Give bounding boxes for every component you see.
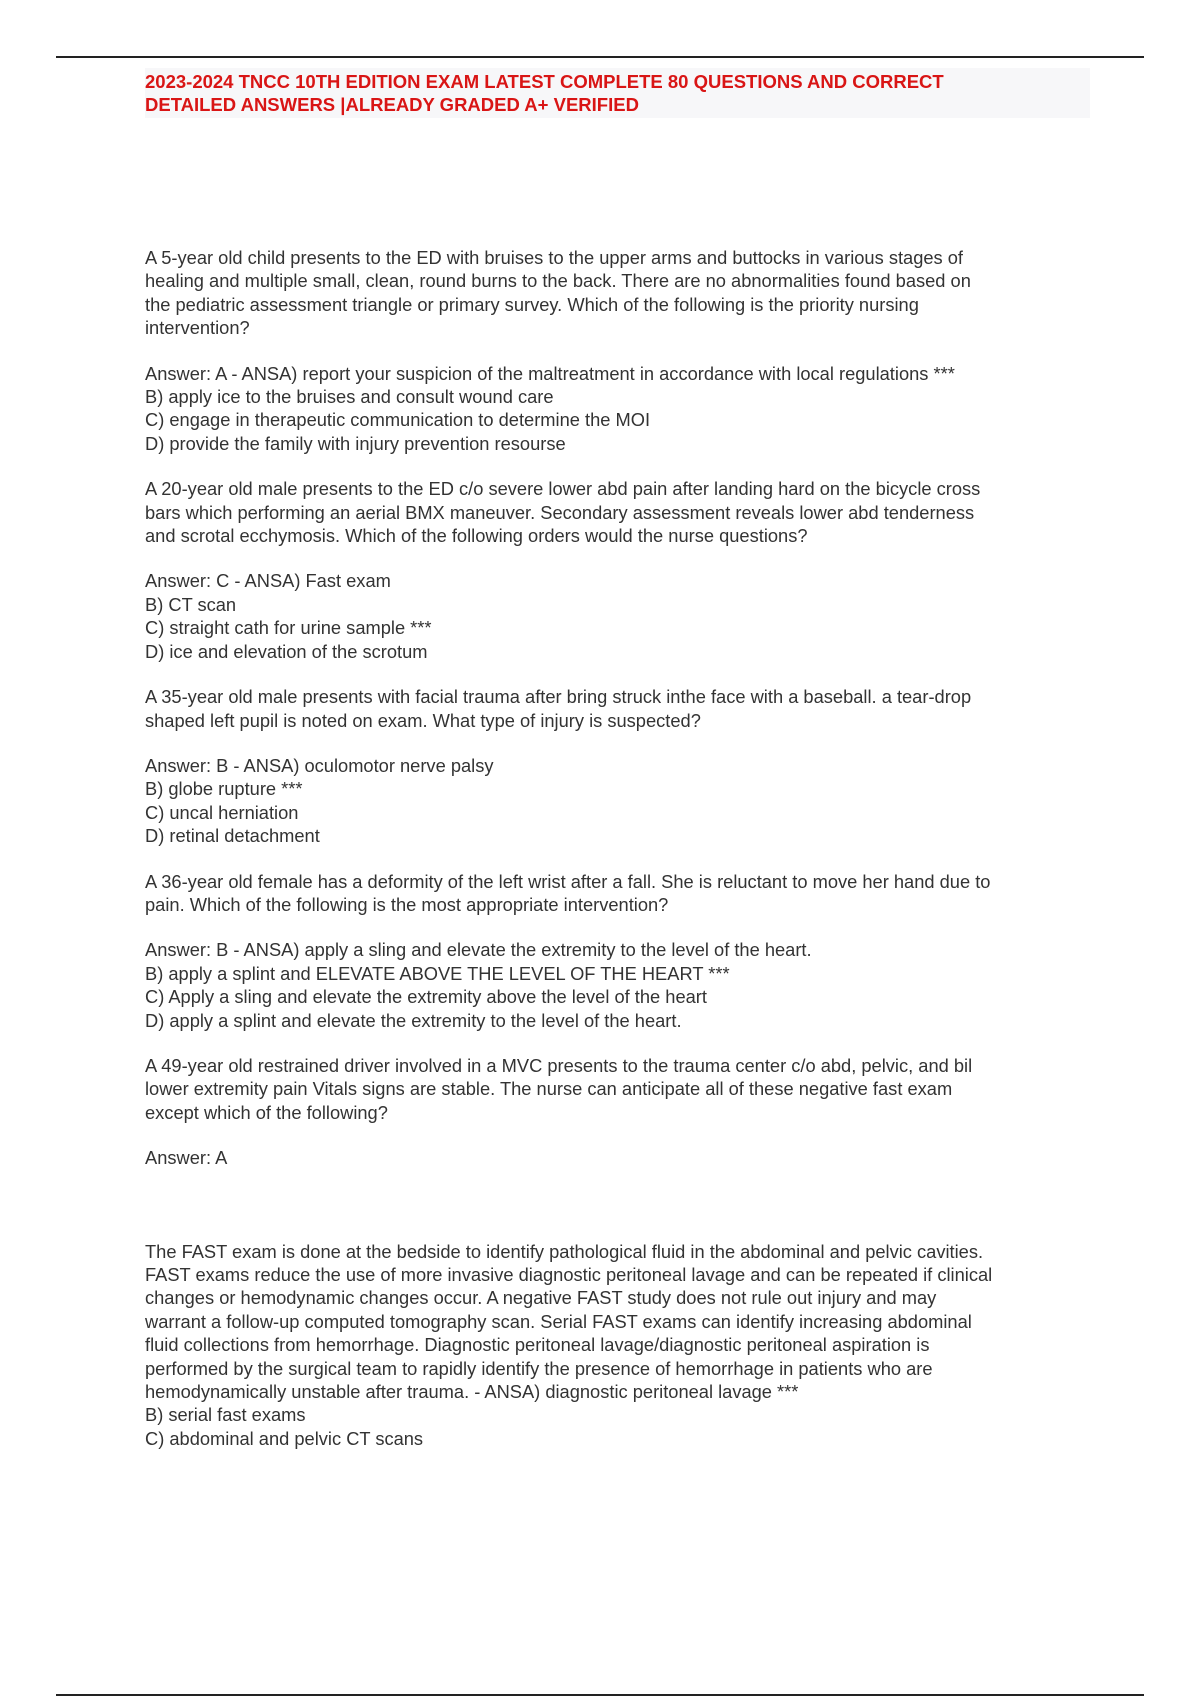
question-2: [145, 477, 1090, 547]
explanation-line: C) abdominal and pelvic CT scans: [145, 1427, 424, 1449]
question-line: and scrotal ecchymosis. Which of the following orders would the nurse questions?: [145, 525, 808, 547]
explanation-line: hemodynamically unstable after trauma. - ANSA) diagnostic peritoneal lavage ***: [145, 1381, 799, 1403]
question-line: A 49-year old restrained driver involved in a MVC presents to the trauma center c/o abd, pelvic, and bil: [145, 1054, 973, 1076]
question-line: shaped left pupil is noted on exam. What type of injury is suspected?: [145, 709, 701, 731]
bottom-rule: [56, 1694, 1144, 1696]
explanation-line: FAST exams reduce the use of more invasive diagnostic peritoneal lavage and can be repeated if clinical: [145, 1264, 993, 1285]
answer-line: D) ice and elevation of the scrotum: [145, 640, 428, 662]
question-line: except which of the following?: [145, 1101, 388, 1123]
question-line: A 20-year old male presents to the ED c/o severe lower abd pain after landing hard on the bicycle cross: [145, 478, 981, 500]
question-line: A 5-year old child presents to the ED with bruises to the upper arms and buttocks in various stages of: [145, 247, 964, 268]
question-3: [145, 685, 1090, 732]
answer-5: [145, 1146, 1090, 1169]
question-line: healing and multiple small, clean, round burns to the back. There are no abnormalities found based on: [145, 270, 971, 292]
answer-line: D) provide the family with injury prevention resourse: [145, 432, 566, 454]
answer-line: Answer: C - ANSA) Fast exam: [145, 570, 391, 592]
explanation-line: B) serial fast exams: [145, 1404, 306, 1426]
answer-line: C) straight cath for urine sample ***: [145, 617, 432, 639]
answer-line: B) globe rupture ***: [145, 778, 303, 800]
answer-line: C) Apply a sling and elevate the extremity above the level of the heart: [145, 986, 707, 1008]
question-line: bars which performing an aerial BMX maneuver. Secondary assessment reveals lower abd tenderness: [145, 501, 975, 523]
answer-line: Answer: A - ANSA) report your suspicion of the maltreatment in accordance with local regulations ***: [145, 362, 955, 384]
answer-line: B) CT scan: [145, 593, 237, 615]
answer-line: B) apply a splint and ELEVATE ABOVE THE LEVEL OF THE HEART ***: [145, 962, 730, 984]
question-line: A 35-year old male presents with facial trauma after bring struck inthe face with a baseball. a tear-drop: [145, 686, 972, 708]
answer-line: B) apply ice to the bruises and consult wound care: [145, 386, 554, 408]
answer-line: C) engage in therapeutic communication to determine the MOI: [145, 409, 651, 431]
top-rule: [56, 56, 1144, 58]
answer-line: Answer: B - ANSA) oculomotor nerve palsy: [145, 754, 494, 776]
question-5: [145, 1054, 1090, 1124]
document-body: [145, 246, 1090, 1450]
question-line: intervention?: [145, 317, 250, 339]
question-line: lower extremity pain Vitals signs are stable. The nurse can anticipate all of these negative fast exam: [145, 1078, 953, 1100]
answer-line: D) retinal detachment: [145, 825, 320, 847]
explanation-line: performed by the surgical team to rapidly identify the presence of hemorrhage in patients who are: [145, 1357, 933, 1379]
explanation: [145, 1240, 1090, 1451]
question-line: A 36-year old female has a deformity of the left wrist after a fall. She is reluctant to move her hand due to: [145, 870, 991, 892]
explanation-line: fluid collections from hemorrhage. Diagnostic peritoneal lavage/diagnostic peritoneal aspiration is: [145, 1334, 930, 1356]
answer-line: D) apply a splint and elevate the extremity to the level of the heart.: [145, 1009, 682, 1031]
question-4: [145, 870, 1090, 917]
document-page: [145, 68, 1090, 1450]
explanation-line: warrant a follow-up computed tomography scan. Serial FAST exams can identify increasing abdominal: [145, 1310, 972, 1332]
answer-2: [145, 569, 1090, 663]
answer-line: C) uncal herniation: [145, 801, 299, 823]
title-line: DETAILED ANSWERS |ALREADY GRADED A+ VERIFIED: [145, 94, 639, 115]
answer-3: [145, 754, 1090, 848]
question-line: pain. Which of the following is the most appropriate intervention?: [145, 893, 669, 915]
question-1: [145, 246, 1090, 340]
question-line: the pediatric assessment triangle or primary survey. Which of the following is the priority nursing: [145, 293, 919, 315]
answer-1: [145, 362, 1090, 456]
document-title: [145, 68, 1090, 118]
title-line: 2023-2024 TNCC 10TH EDITION EXAM LATEST COMPLETE 80 QUESTIONS AND CORRECT: [145, 71, 944, 92]
answer-line: Answer: A: [145, 1147, 228, 1169]
answer-line: Answer: B - ANSA) apply a sling and elevate the extremity to the level of the heart.: [145, 939, 812, 961]
answer-4: [145, 938, 1090, 1032]
explanation-line: The FAST exam is done at the bedside to identify pathological fluid in the abdominal and pelvic cavities.: [145, 1240, 984, 1262]
explanation-line: changes or hemodynamic changes occur. A negative FAST study does not rule out injury and may: [145, 1287, 937, 1309]
